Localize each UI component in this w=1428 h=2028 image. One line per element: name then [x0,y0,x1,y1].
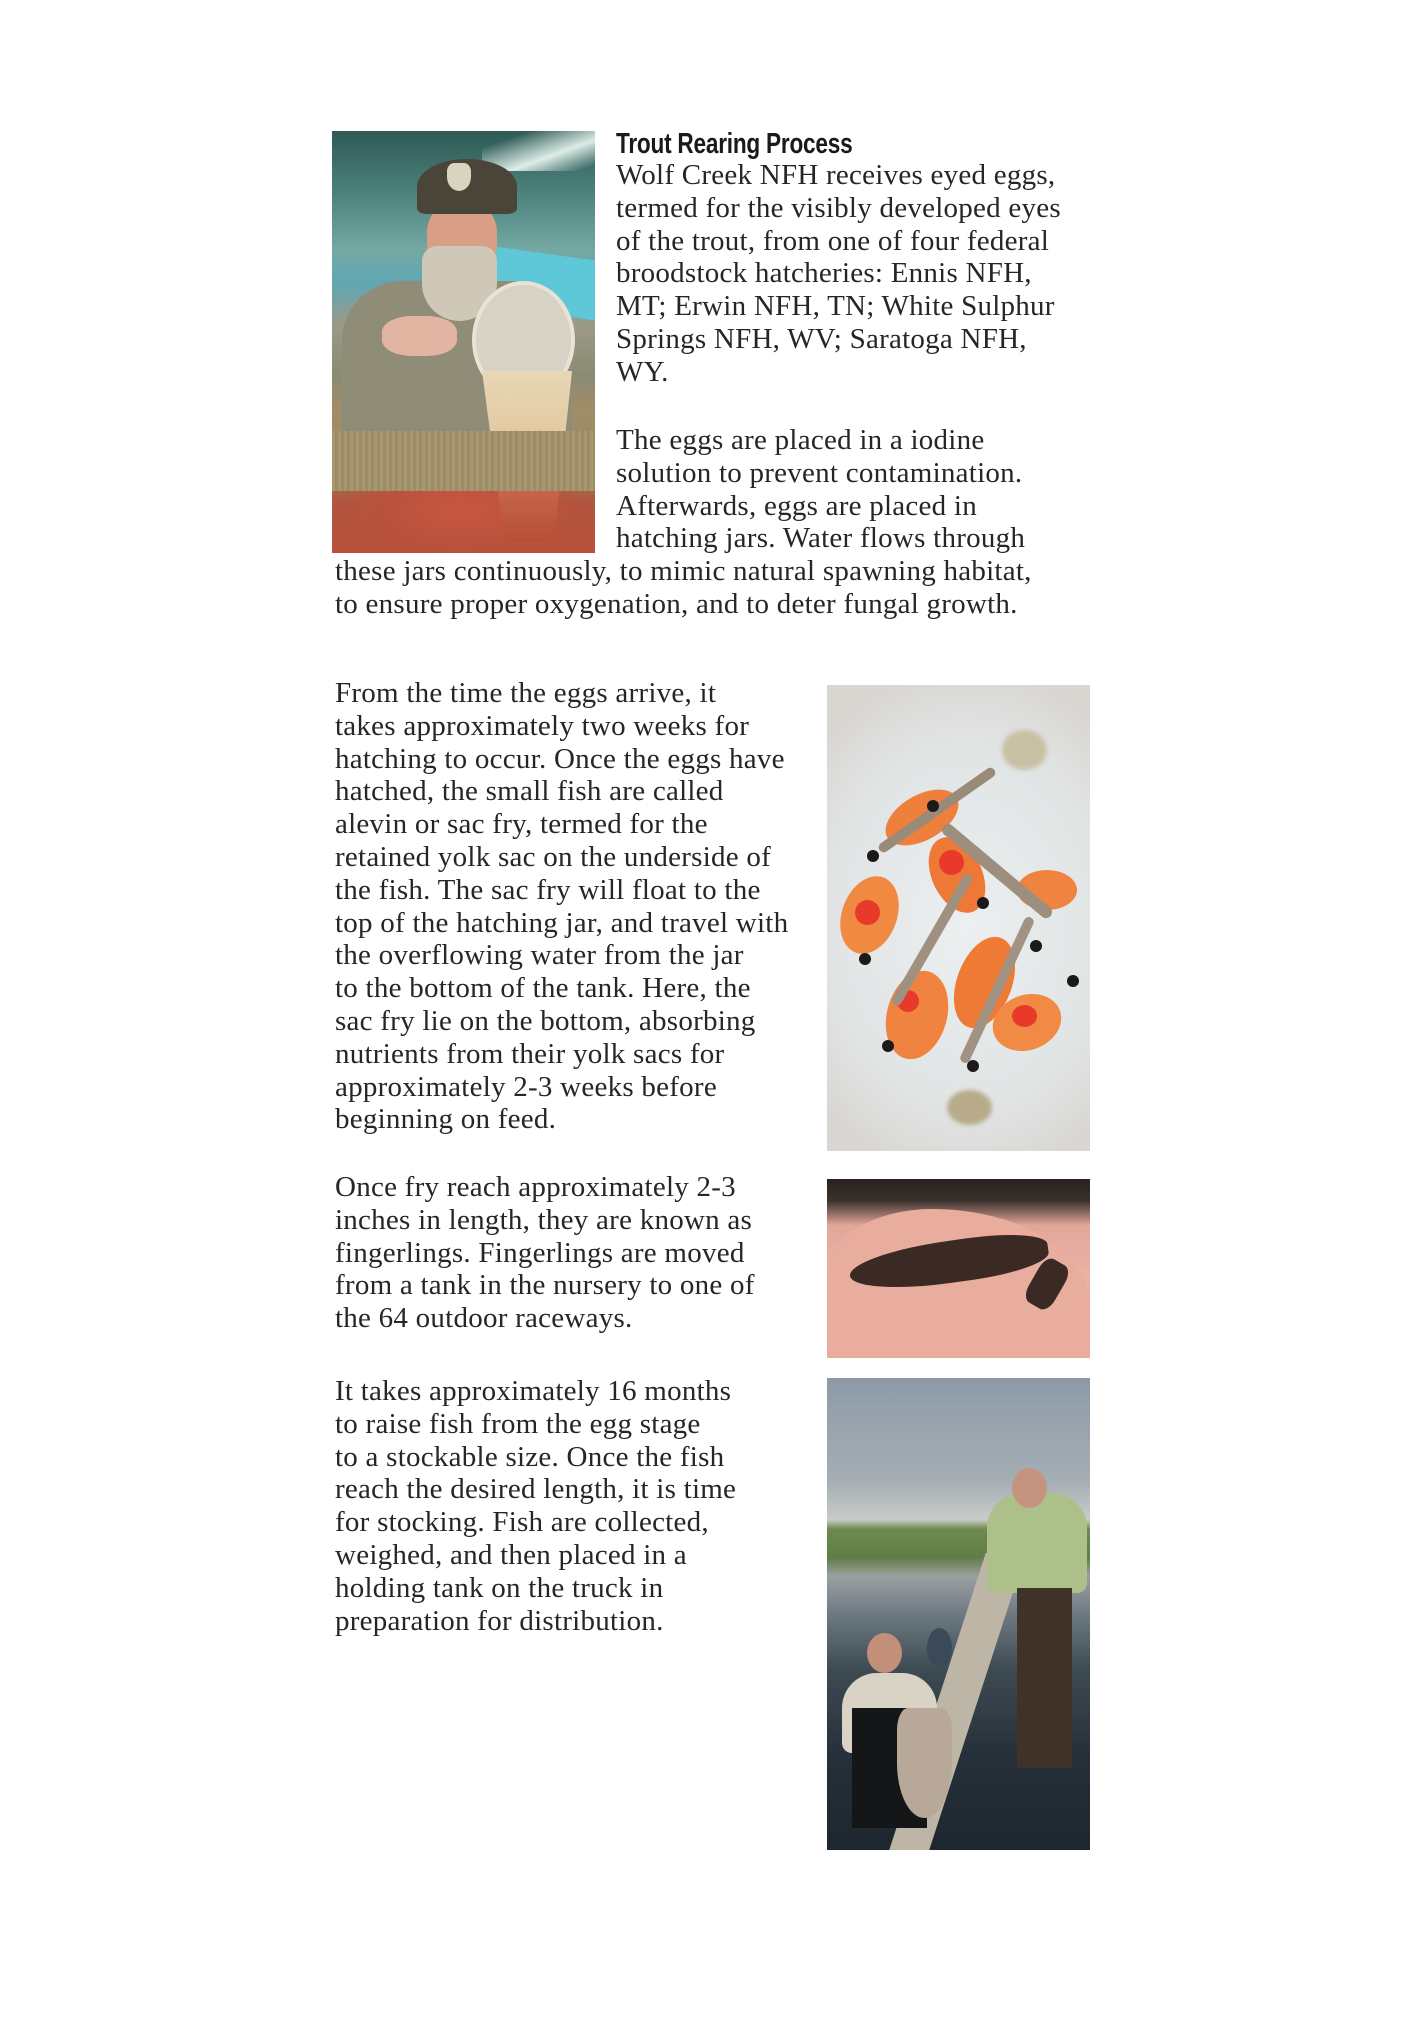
text-line: MT; Erwin NFH, TN; White Sulphur [616,290,1055,323]
text-line: these jars continuously, to mimic natural spawning habitat, [335,555,1032,588]
text-line: alevin or sac fry, termed for the [335,808,708,841]
text-line: termed for the visibly developed eyes [616,191,1061,224]
fish-eye [927,800,939,812]
text-line: retained yolk sac on the underside of [335,840,772,873]
text-line: The eggs are placed in a iodine [616,424,985,456]
paragraph-fingerlings [335,1171,755,1335]
cap-badge [447,163,471,191]
worker-wading-head [867,1633,902,1673]
text-line: beginning on feed. [335,1103,557,1136]
yolk-spot [939,850,964,875]
text-line: It takes approximately 16 months [335,1375,732,1407]
fish-eye [882,1040,894,1052]
text-line: takes approximately two weeks for [335,709,750,742]
text-line: to a stockable size. Once the fish [335,1440,725,1473]
text-line: from a tank in the nursery to one of [335,1269,755,1302]
fish-eye [977,897,989,909]
paragraph-hatching [335,677,788,1136]
photo-raceway [827,1378,1090,1850]
text-line: Once fry reach approximately 2-3 [335,1171,736,1203]
text-line: preparation for distribution. [335,1604,664,1637]
photo-hatchery-worker [332,131,595,553]
fish-eye [1030,940,1042,952]
text-line: Springs NFH, WV; Saratoga NFH, [616,322,1027,355]
text-line: approximately 2-3 weeks before [335,1070,717,1103]
text-line: hatching to occur. Once the eggs have [335,742,785,775]
yolk-spot [1012,1005,1037,1027]
text-line: for stocking. Fish are collected, [335,1506,709,1539]
text-line: broodstock hatcheries: Ennis NFH, [616,257,1032,290]
fish-eye [967,1060,979,1072]
worker-standing-shirt [987,1493,1087,1593]
text-line: to raise fish from the egg stage [335,1407,701,1440]
fish-eye [859,953,871,965]
text-line: sac fry lie on the bottom, absorbing [335,1004,756,1037]
text-line: inches in length, they are known as [335,1203,753,1236]
text-line: of the trout, from one of four federal [616,224,1050,257]
text-line: Afterwards, eggs are placed in [616,489,977,522]
text-line: nutrients from their yolk sacs for [335,1037,725,1070]
text-line: the 64 outdoor raceways. [335,1302,633,1335]
photo-fingerling [827,1179,1090,1358]
paragraph-eyed-eggs [616,159,1061,389]
fish-eye [867,850,879,862]
text-line: fingerlings. Fingerlings are moved [335,1236,745,1269]
worker-standing-legs [1017,1588,1072,1768]
text-line: holding tank on the truck in [335,1571,664,1604]
debris [1002,730,1047,770]
paragraph-stocking [335,1375,736,1637]
paragraph-iodine [335,424,1032,621]
scale [927,1628,952,1668]
text-line: WY. [616,355,669,388]
text-line: top of the hatching jar, and travel with [335,906,789,939]
text-line: to the bottom of the tank. Here, the [335,972,751,1005]
text-line: solution to prevent contamination. [616,456,1023,489]
fish-eye [1067,975,1079,987]
text-line: hatched, the small fish are called [335,775,724,808]
debris [947,1090,992,1125]
section-heading: Trout Rearing Process [616,128,853,160]
text-line: to ensure proper oxygenation, and to deter fungal growth. [335,587,1018,620]
photo-sac-fry [827,685,1090,1151]
yolk-spot [855,900,880,925]
text-line: the overflowing water from the jar [335,939,744,972]
basket-rim [332,431,595,491]
hand [382,316,457,356]
text-line: the fish. The sac fry will float to the [335,873,761,906]
text-line: weighed, and then placed in a [335,1538,687,1571]
worker-standing-head [1012,1468,1047,1508]
fish-net [897,1708,952,1818]
text-line: From the time the eggs arrive, it [335,677,717,709]
text-line: Wolf Creek NFH receives eyed eggs, [616,159,1056,191]
text-line: reach the desired length, it is time [335,1473,737,1506]
text-line: hatching jars. Water flows through [616,522,1026,555]
